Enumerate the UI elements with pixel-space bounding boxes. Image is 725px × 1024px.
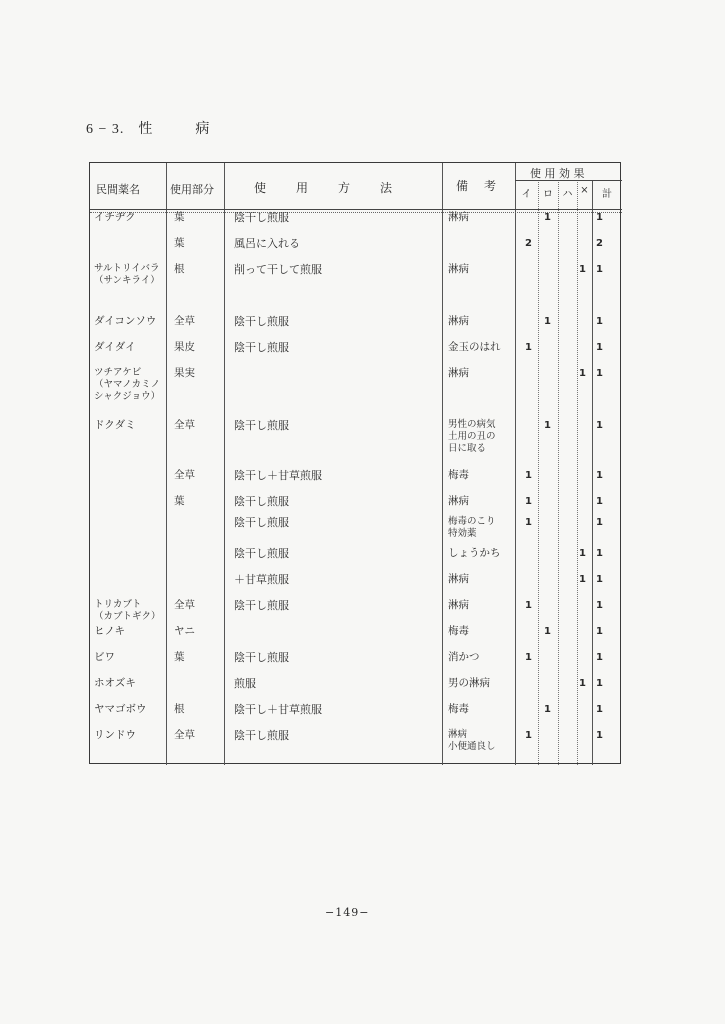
header-effect-sub: イ <box>521 189 532 200</box>
remedy-name: イチヂク <box>94 211 136 223</box>
remarks: 淋病 <box>448 367 469 379</box>
part-used: 全草 <box>174 599 195 611</box>
remedy-name: ダイダイ <box>94 341 136 353</box>
effect-total: 1 <box>596 574 603 585</box>
usage-method: 陰干し煎服 <box>234 599 289 612</box>
effect-total: 1 <box>596 212 603 223</box>
remedy-name: ホオズキ <box>94 677 136 689</box>
header-part: 使用部分 <box>170 183 214 196</box>
header-effect-sub: × <box>580 185 589 196</box>
header-effect-sub: ハ <box>562 189 573 200</box>
effect-count: 1 <box>579 678 586 689</box>
usage-method: 陰干し煎服 <box>234 495 289 508</box>
effect-count: 1 <box>544 420 551 431</box>
effect-divider <box>577 180 578 765</box>
header-effect: 使 用 効 果 <box>530 167 585 180</box>
effect-count: 1 <box>579 548 586 559</box>
part-used: 葉 <box>174 495 185 507</box>
remedy-name: ドクダミ <box>94 419 136 431</box>
effect-total: 1 <box>596 470 603 481</box>
section-title-a: 性 <box>138 121 154 137</box>
effect-count: 1 <box>525 496 532 507</box>
effect-total: 1 <box>596 704 603 715</box>
effect-count: 1 <box>525 600 532 611</box>
column-divider <box>515 163 516 765</box>
remarks: しょうかち <box>448 547 501 559</box>
remedy-name: ヤマゴボウ <box>94 703 147 715</box>
effect-divider <box>538 180 539 765</box>
part-used: 全草 <box>174 419 195 431</box>
remedy-name: ダイコンソウ <box>94 315 157 327</box>
effect-total: 1 <box>596 600 603 611</box>
effect-total: 1 <box>596 264 603 275</box>
column-divider <box>166 163 167 765</box>
usage-method: 陰干し＋甘草煎服 <box>234 703 322 716</box>
remedy-table <box>89 162 621 764</box>
remarks: 淋病 <box>448 573 469 585</box>
effect-total: 1 <box>596 626 603 637</box>
remedy-name: トリカブト （カブトギク） <box>94 599 161 622</box>
effect-count: 2 <box>525 238 532 249</box>
usage-method: ＋甘草煎服 <box>234 573 289 586</box>
effect-count: 1 <box>579 368 586 379</box>
effect-total: 1 <box>596 730 603 741</box>
remedy-name: ツチアケビ （ヤマノカミノ シャクジョウ） <box>94 367 161 402</box>
usage-method: 風呂に入れる <box>234 237 300 250</box>
usage-method: 陰干し煎服 <box>234 315 289 328</box>
part-used: 葉 <box>174 651 185 663</box>
effect-total: 1 <box>596 517 603 528</box>
effect-count: 1 <box>544 316 551 327</box>
usage-method: 削って干して煎服 <box>234 263 322 276</box>
effect-count: 1 <box>525 730 532 741</box>
usage-method: 陰干し煎服 <box>234 516 289 529</box>
header-name: 民間薬名 <box>96 183 140 196</box>
total-divider <box>592 180 593 765</box>
effect-total: 1 <box>596 316 603 327</box>
part-used: 葉 <box>174 237 185 249</box>
usage-method: 煎服 <box>234 677 256 690</box>
effect-total: 1 <box>596 548 603 559</box>
usage-method: 陰干し煎服 <box>234 419 289 432</box>
effect-total: 1 <box>596 652 603 663</box>
effect-count: 1 <box>525 517 532 528</box>
effect-total: 1 <box>596 368 603 379</box>
effect-total: 1 <box>596 678 603 689</box>
effect-count: 1 <box>525 342 532 353</box>
header-method: 使 用 方 法 <box>254 181 395 195</box>
part-used: 根 <box>174 703 185 715</box>
remarks: 男性の病気 土用の丑の 日に取る <box>448 419 496 454</box>
remarks: 梅毒のこり 特効薬 <box>448 516 496 539</box>
part-used: 果実 <box>174 367 195 379</box>
header-effect-sub: ロ <box>543 189 553 200</box>
effect-count: 1 <box>544 626 551 637</box>
remarks: 梅毒 <box>448 625 469 637</box>
remarks: 淋病 小便通良し <box>448 729 496 752</box>
usage-method: 陰干し＋甘草煎服 <box>234 469 322 482</box>
header-rule-dotted <box>90 212 622 213</box>
section-heading <box>86 118 210 138</box>
remarks: 男の淋病 <box>448 677 490 689</box>
part-used: 根 <box>174 263 185 275</box>
part-used: 全草 <box>174 729 195 741</box>
usage-method: 陰干し煎服 <box>234 651 289 664</box>
effect-total: 1 <box>596 496 603 507</box>
remarks: 淋病 <box>448 263 469 275</box>
column-divider <box>224 163 225 765</box>
usage-method: 陰干し煎服 <box>234 341 289 354</box>
header-effect-sub: 計 <box>602 189 612 200</box>
usage-method: 陰干し煎服 <box>234 547 289 560</box>
column-divider <box>442 163 443 765</box>
effect-count: 1 <box>579 574 586 585</box>
effect-count: 1 <box>579 264 586 275</box>
effect-divider <box>558 180 559 765</box>
remedy-name: ビワ <box>94 651 115 663</box>
section-title-b: 病 <box>195 121 211 137</box>
part-used: ヤニ <box>174 625 195 637</box>
effect-total: 1 <box>596 420 603 431</box>
effect-count: 1 <box>544 704 551 715</box>
section-number: 6 − 3. <box>86 122 125 137</box>
effect-total: 2 <box>596 238 603 249</box>
part-used: 全草 <box>174 469 195 481</box>
remarks: 淋病 <box>448 599 469 611</box>
effect-count: 1 <box>544 212 551 223</box>
effect-count: 1 <box>525 652 532 663</box>
effect-count: 1 <box>525 470 532 481</box>
part-used: 葉 <box>174 211 185 223</box>
remedy-name: リンドウ <box>94 729 136 741</box>
remarks: 梅毒 <box>448 703 469 715</box>
part-used: 全草 <box>174 315 195 327</box>
header-rule <box>90 209 622 210</box>
header-note: 備 考 <box>456 179 499 193</box>
remarks: 淋病 <box>448 211 469 223</box>
part-used: 果皮 <box>174 341 195 353</box>
page-number: −149− <box>325 906 370 919</box>
remedy-name: サルトリイバラ （サンキライ） <box>94 263 160 286</box>
remarks: 金玉のはれ <box>448 341 501 353</box>
remedy-name: ヒノキ <box>94 625 125 637</box>
effect-total: 1 <box>596 342 603 353</box>
usage-method: 陰干し煎服 <box>234 729 289 742</box>
remarks: 消かつ <box>448 651 480 663</box>
remarks: 淋病 <box>448 315 469 327</box>
remarks: 淋病 <box>448 495 469 507</box>
remarks: 梅毒 <box>448 469 469 481</box>
usage-method: 陰干し煎服 <box>234 211 289 224</box>
